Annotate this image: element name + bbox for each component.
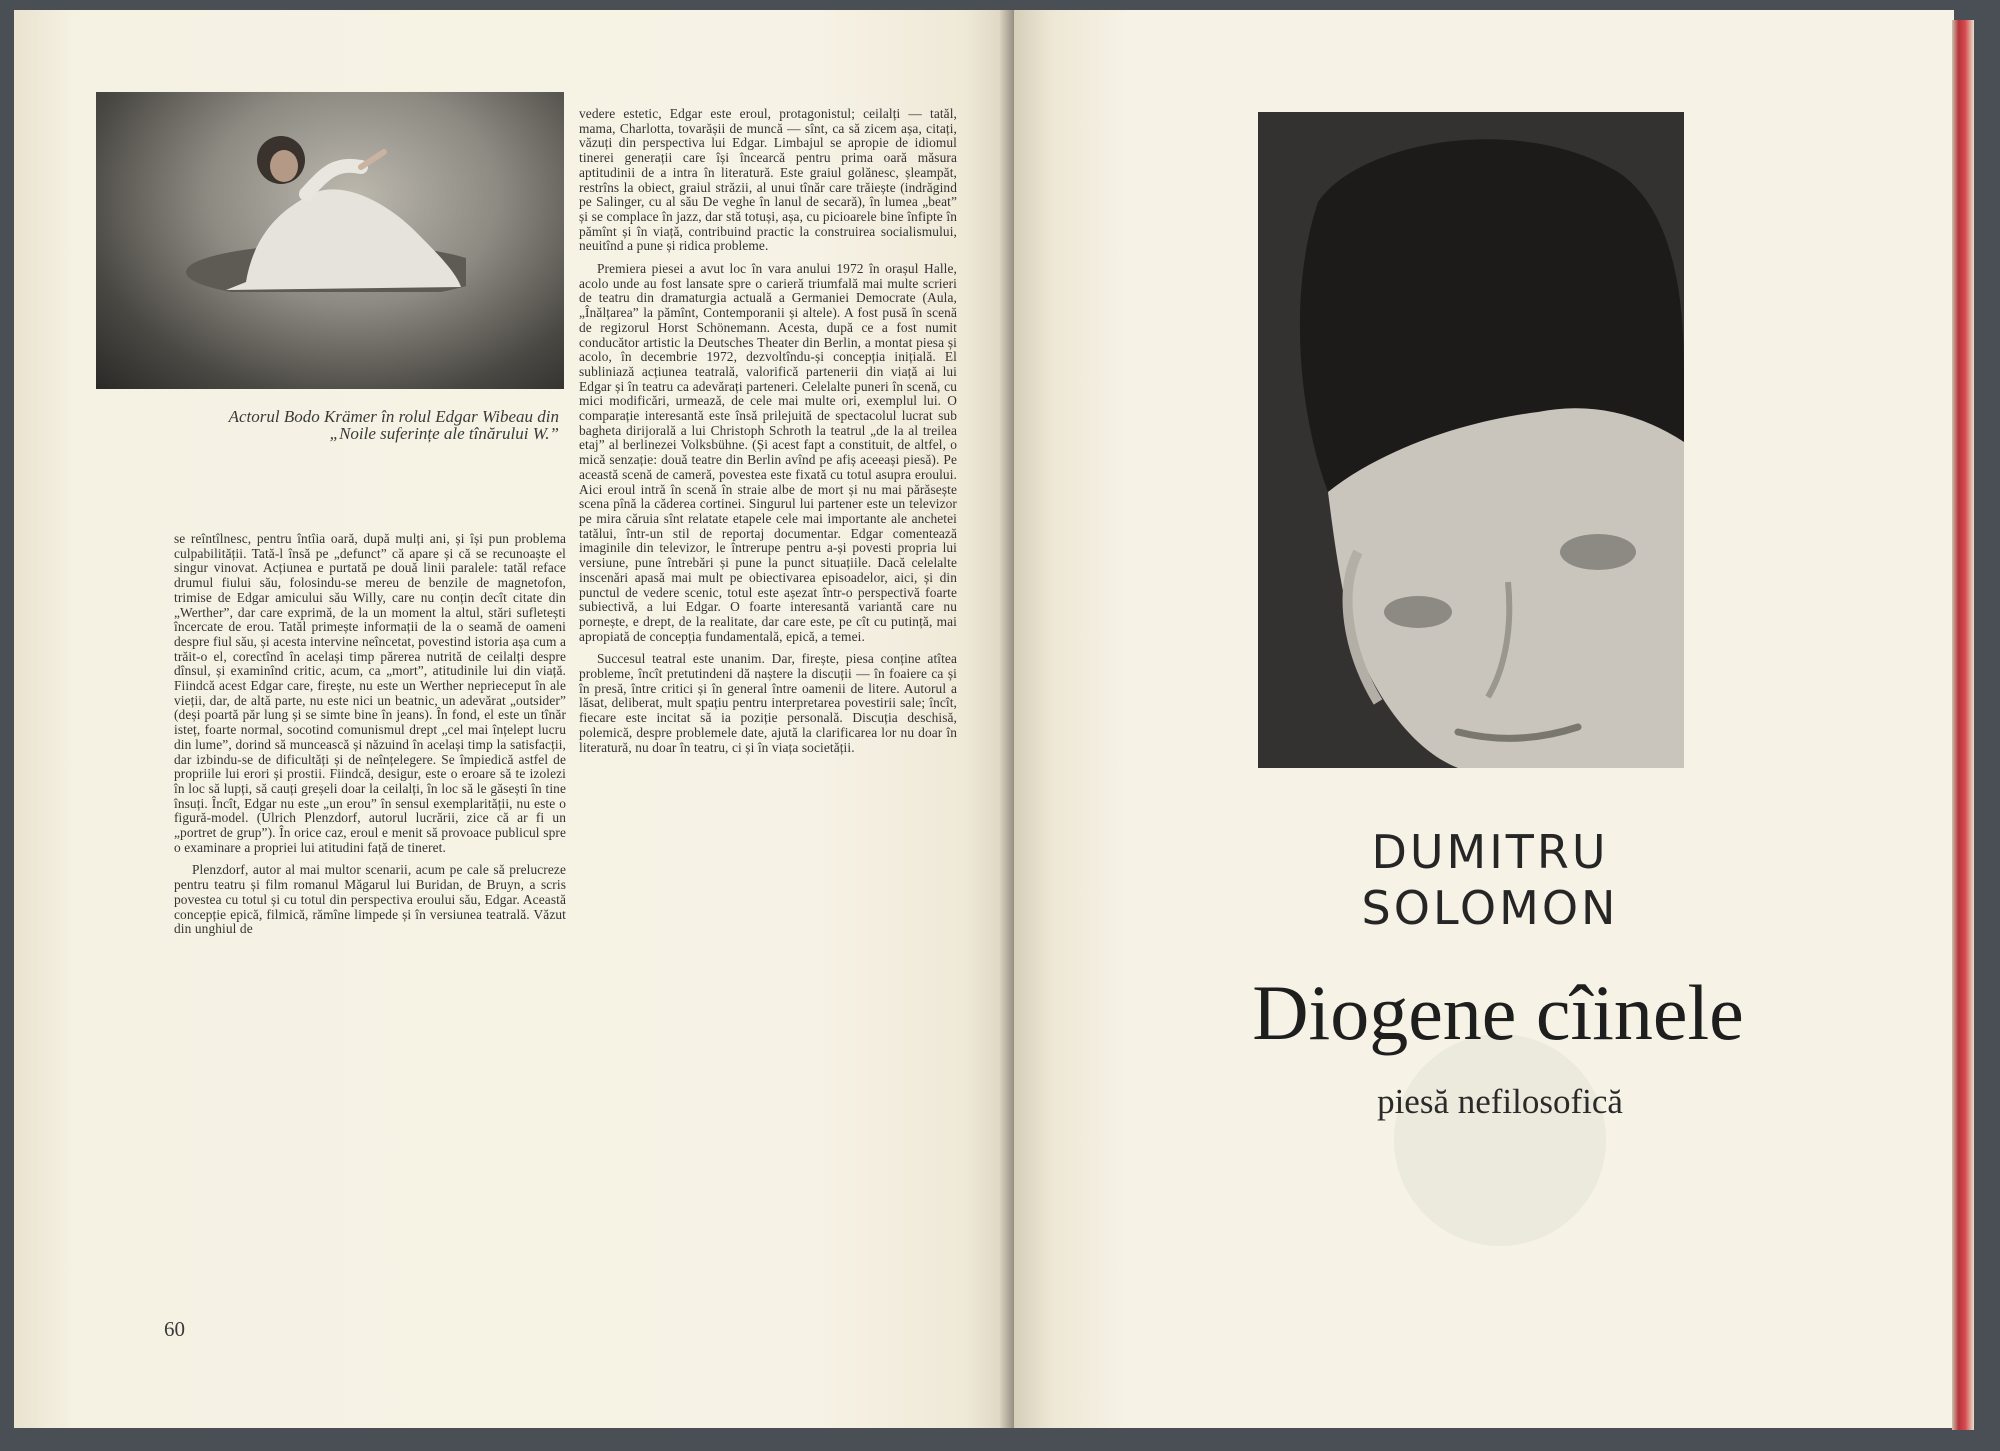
red-cover-edge [1952,20,1974,1430]
author-last-name: SOLOMON [1361,881,1619,935]
author-portrait [1258,112,1684,768]
play-title: Diogene cîinele [1252,969,1744,1056]
author-name [1320,824,1660,936]
actor-photo [96,92,564,389]
page-number: 60 [164,1317,185,1341]
text-column-1 [174,532,566,937]
actor-figure-image [186,122,466,292]
author-portrait-image [1258,112,1684,768]
text-column-2 [579,107,957,755]
paragraph: Premiera piesei a avut loc în vara anului 1972 în orașul Halle, acolo unde au fost lansate spre o carieră triumfală mai multe scrieri de teatru din dramaturgia actuală a Germaniei Democrate (Aula, „Înălțarea” la pămînt, Contemporanii și altele). A fost pusă în scenă de regizorul Horst Schönemann. Acesta, după ce a fost numit conducător artistic la Deutsches Theater din Berlin, a montat piesa și acolo, în decembrie 1972, dezvoltîndu-și concepția inițială. El subliniază acțiunea teatrală, valorifică partenerii din viață ai lui Edgar și în teatru ca adevărați parteneri. Celelalte puneri în scenă, cu mici modificări, urmează, de cele mai multe ori, exemplul lui. O comparație interesantă este însă prilejuită de spectacolul lucrat sub bagheta dirijorală a lui Christoph Schroth la teatrul „de la al treilea etaj” al berlinezei Volksbühne. (Și acest fapt a constituit, de altfel, o mică senzație: două teatre din Berlin avînd pe afiș aceeași piesă). Pe această scenă de cameră, povestea este fixată cu totul asupra eroului. Aici eroul intră în scenă în straie albe de mort și nu mai părăsește scena pînă la căderea cortinei. Singurul lui partener este un televizor pe mira căruia sînt relatate etapele cele mai importante ale anchetei tatălui, într-un stil de reportaj documentar. Edgar comentează imaginile din televizor, le întrerupe pentru a-și povesti propria lui versiune, pune întrebări și pune la punct situațiile. Dacă celelalte inscenări apasă mai mult pe obiectivarea episoadelor, aici, și din punctul de vedere scenic, totul este așezat într-o perspectivă foarte subiectivă, a lui Edgar. O foarte interesantă variantă care nu pornește, e drept, de la realitate, dar care este, pe cît cu putință, mai apropiată de concepția fundamentală, epică, a temei. [579,261,957,644]
play-subtitle: piesă nefilosofică [1377,1082,1623,1121]
decorative-circle [1394,1034,1606,1246]
paragraph: Succesul teatral este unanim. Dar, firește, piesa conține atîtea probleme, încît pretutindeni dă naștere la discuții — în foaiere ca și în presă, între critici și în general între oamenii de litere. Autorul a lăsat, deliberat, mult spațiu pentru interpretarea povestirii sale; încît, fiecare este incitat să ia poziție personală. Discuția deschisă, polemică, despre problemele date, ajută la clarificarea lor nu doar în literatură, nu doar în teatru, ci și în viața societății. [579,651,957,755]
paragraph: Plenzdorf, autor al mai multor scenarii, acum pe cale să prelucreze pentru teatru și film romanul Măgarul lui Buridan, de Bruyn, a scris povestea cu totul și cu totul din perspectiva eroului său, Edgar. Această concepție epică, filmică, rămîne limpede și în versiunea teatrală. Văzut din unghiul de [174,862,566,937]
paragraph: vedere estetic, Edgar este eroul, protagonistul; ceilalți — tatăl, mama, Charlotta, tovarășii de muncă — sînt, ca să zicem așa, citați, văzuți din perspectiva lui Edgar. Limbajul se apropie de idiomul tinerei generații care își încearcă pentru prima oară măsura aptitudinii de a intra în literatură. Este graiul golănesc, șleampăt, restrîns la obiect, graiul străzii, al unui tînăr care trăiește (indrăgind pe Salinger, cu al său De veghe în lanul de secară), în lumea „beat” și se complace în jazz, dar stă totuși, așa, cu picioarele bine înfipte în pămînt și în viață, contribuind practic la construirea socialismului, neuitînd a pune și ridica probleme. [579,106,957,254]
left-page [14,10,1014,1428]
paragraph: se reîntîlnesc, pentru întîia oară, după mulți ani, și își pun problema culpabilității. Tată-l însă pe „defunct” că apare și că se recunoaște el singur vinovat. Acțiunea e purtată pe două linii paralele: tatăl reface drumul fiului său, folosindu-se mereu de benzile de magnetofon, trimise de Edgar amicului său Willy, care nu conțin decît citate din „Werther”, dar care exprimă, de la un moment la altul, stări sufletești încercate de erou. Tatăl primește informații de la o seamă de oameni despre fiul său, și acesta intervine neîncetat, povestind istoria așa cum a trăit-o el, corectînd în același timp părerea nutrită de ceilalți despre dînsul, și examinînd critic, acum, ca „mort”, atitudinile lui din viață. Fiindcă acest Edgar care, firește, nu este un Werther neprieceput în ale vieții, dar, de altă parte, nu este nici un beatnic, un adevărat „outsider” (deși poartă păr lung și se simte bine în jeans). În fond, el este un tînăr isteț, foarte normal, socotind comunismul drept „cel mai înțelept lucru din lume”, dorind să muncească și năzuind în același timp la satisfacții, dar izbindu-se de dificultăți și de neînțelegere. Se împiedică astfel de propriile lui erori și prostii. Fiindcă, desigur, este o eroare să te izolezi în loc să lupți, să cauți greșeli doar la ceilalți, în loc să le găsești în tine însuți. Încît, Edgar nu este „un erou” în sensul exemplarității, nu este o figură-model. (Ulrich Plenzdorf, autorul lucrării, zice că ar fi un „portret de grup”). În orice caz, eroul e menit să provoace publicul spre o examinare a propriei lui atitudini față de tineret. [174,531,566,855]
author-first-name: DUMITRU [1371,825,1609,879]
photo-caption: Actorul Bodo Krämer în rolul Edgar Wibeau din „Noile suferințe ale tînărului W.” [228,407,559,443]
